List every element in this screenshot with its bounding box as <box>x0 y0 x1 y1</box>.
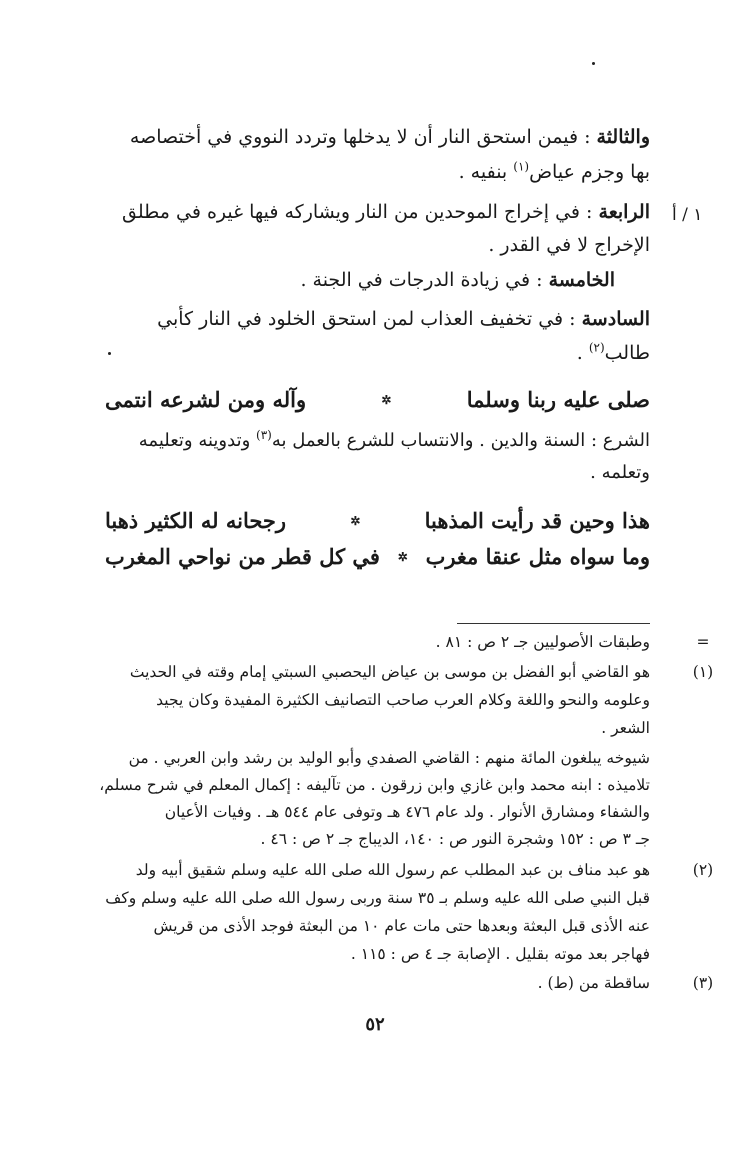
p6-line-1: السادسة : في تخفيف العذاب لمن استحق الخلود في النار كأبي <box>157 308 650 330</box>
star-divider: ✲ <box>381 393 392 407</box>
p6-line-2: طالب$^{(٢)}$ . <box>576 340 650 364</box>
footnote-1-line: شيوخه يبلغون المائة منهم : القاضي الصفدي وأبو الوليد بن رشد وابن العربي . من <box>128 749 650 767</box>
footnote-2-number: (٢) <box>692 861 714 879</box>
folio-marker: ١ / أ <box>672 205 703 225</box>
page-number: ٥٢ <box>365 1014 385 1035</box>
verse-1 <box>105 382 650 418</box>
footnote-separator <box>457 623 650 624</box>
footnote-2-line: هو عبد مناف بن عبد المطلب عم رسول الله صلى الله عليه وسلم شقيق أبيه ولد <box>135 861 650 879</box>
footnote-1-line: هو القاضي أبو الفضل بن موسى بن عياض اليحصبي السبتي إمام وقته في الحديث <box>129 663 650 681</box>
star-divider: ✲ <box>350 514 361 528</box>
footnote-1-line: والشفاء ومشارق الأنوار . ولد عام ٤٧٦ هـ وتوفى عام ٥٤٤ هـ . وفيات الأعيان <box>164 803 650 821</box>
footnote-continuation-line: وطبقات الأصوليين جـ ٢ ص : ٨١ . <box>435 633 650 651</box>
footnote-3-number: (٣) <box>692 974 714 992</box>
verse-1-right-hemistich: صلى عليه ربنا وسلما <box>466 387 650 412</box>
p3-label: والثالثة <box>596 126 650 148</box>
verse-2-left-hemistich: رجحانه له الكثير ذهبا <box>105 508 287 533</box>
p6-label: السادسة <box>581 308 650 330</box>
footnote-1-line: وعلومه والنحو واللغة وكلام العرب صاحب التصانيف الكثيرة المفيدة وكان يجيد <box>156 691 650 709</box>
star-divider: ✲ <box>397 550 408 564</box>
verse-3-left-hemistich: في كل قطر من نواحي المغرب <box>105 544 380 569</box>
footnote-2-line: قبل النبي صلى الله عليه وسلم بـ ٣٥ سنة وربى رسول الله صلى الله عليه وسلم وكف <box>105 889 650 907</box>
speck-mark <box>592 62 595 65</box>
p4-label: الرابعة <box>598 201 650 223</box>
verse-3-right-hemistich: وما سواه مثل عنقا مغرب <box>425 544 650 569</box>
footnote-ref-3: (٣) <box>256 428 272 442</box>
footnote-1-line: تلاميذه : ابنه محمد وابن غازي وابن زرقون . من تآليفه : إكمال المعلم في شرح مسلم، <box>99 776 650 794</box>
footnote-ref-2: (٢) <box>588 340 605 355</box>
gloss-line-2: وتعلمه . <box>590 462 650 483</box>
p4-line-1: الرابعة : في إخراج الموحدين من النار ويشاركه فيها غيره في مطلق <box>122 201 650 223</box>
footnote-1-line: جـ ٣ ص : ١٥٢ وشجرة النور ص : ١٤٠، الديباج جـ ٢ ص : ٤٦ . <box>260 830 650 848</box>
p3-line-2: بها وجزم عياض$^{(١)}$ بنفيه . <box>458 159 650 183</box>
footnote-ref-1: (١) <box>513 159 530 174</box>
p4-line-2: الإخراج لا في القدر . <box>488 234 650 256</box>
verse-2 <box>105 503 650 539</box>
footnote-2-line: فهاجر بعد موته بقليل . الإصابة جـ ٤ ص : ١١٥ . <box>350 945 650 963</box>
footnote-3-line: ساقطة من (ط) . <box>537 974 650 992</box>
footnote-1-line: الشعر . <box>601 719 650 737</box>
verse-2-right-hemistich: هذا وحين قد رأيت المذهبا <box>424 508 650 533</box>
footnote-2-line: عنه الأذى قبل البعثة وبعدها حتى مات عام ١٠ من البعثة فوجد الأذى من قريش <box>153 917 650 935</box>
gloss-line-1: الشرع : السنة والدين . والانتساب للشرع بالعمل به$^{(٣)}$ وتدوينه وتعليمه <box>138 428 650 451</box>
p5-line-1: الخامسة : في زيادة الدرجات في الجنة . <box>300 269 615 291</box>
footnote-continuation-mark: = <box>696 633 710 651</box>
verse-3 <box>105 539 650 575</box>
p5-label: الخامسة <box>548 269 615 291</box>
p3-line-1: والثالثة : فيمن استحق النار أن لا يدخلها وتردد النووي في أختصاصه <box>129 126 650 148</box>
footnote-1-number: (١) <box>692 663 714 681</box>
verse-1-left-hemistich: وآله ومن لشرعه انتمى <box>105 387 307 412</box>
